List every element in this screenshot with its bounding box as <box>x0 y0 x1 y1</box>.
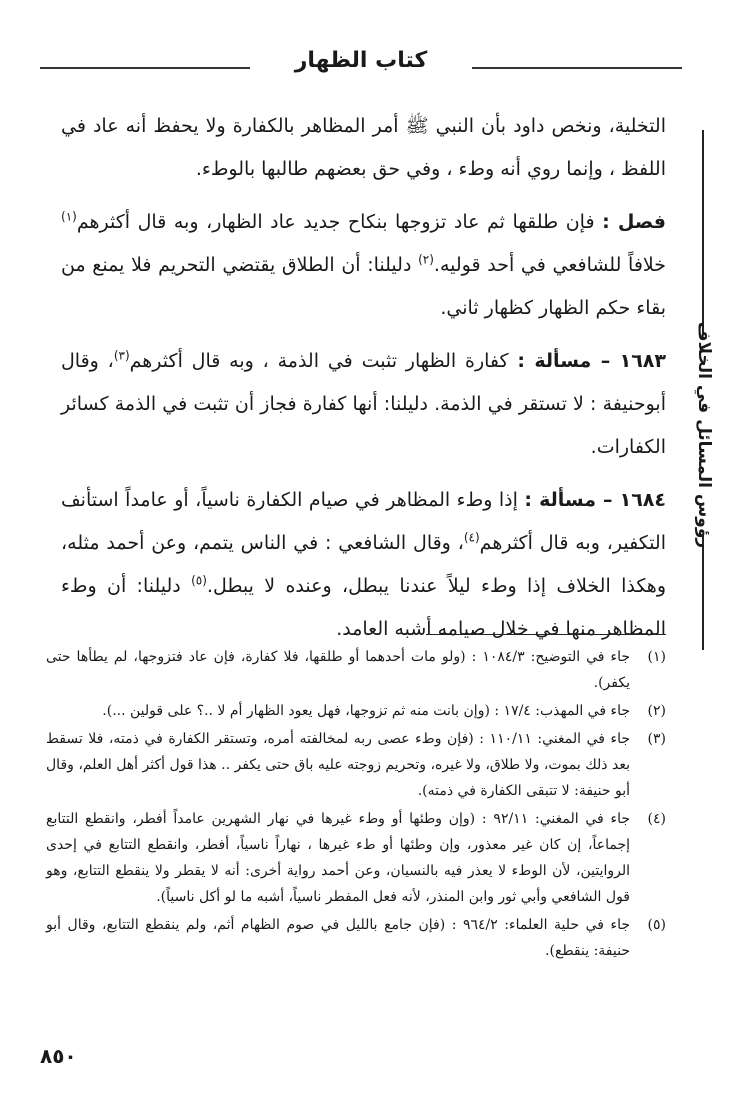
section-lead: فصل : <box>602 211 666 233</box>
footnote <box>46 806 666 910</box>
footnote <box>46 912 666 964</box>
running-header <box>40 46 682 86</box>
footnote-number: (٥) <box>647 917 666 933</box>
footnote-mark: (٢) <box>418 252 434 267</box>
issue-lead: ١٦٨٣ – مسألة : <box>517 350 666 372</box>
paragraph <box>61 105 666 191</box>
footnote-divider <box>426 634 666 635</box>
footnote-number: (٣) <box>647 731 666 747</box>
paragraph-tail: دليلنا: أن وطء المظاهر منها في خلال صيامه أشبه العامد. <box>61 575 666 640</box>
issue-lead: ١٦٨٤ – مسألة : <box>524 489 666 511</box>
paragraph <box>61 201 666 330</box>
paragraph-tail: ، وقال أبوحنيفة : لا تستقر في الذمة. دليلنا: أنها كفارة فجاز أن تثبت في الذمة كسائر الكفارات. <box>61 350 666 458</box>
paragraph-body: كفارة الظهار تثبت في الذمة ، وبه قال أكثرهم <box>129 350 518 372</box>
page-title: كتاب الظهار <box>294 48 428 73</box>
footnote-mark: (٥) <box>191 573 207 588</box>
side-rule-top <box>702 130 704 335</box>
page-number: ٨٥٠ <box>40 1044 77 1068</box>
paragraph-tail: ، وقال الشافعي : في الناس يتمم، وعن أحمد مثله، وهكذا الخلاف إذا وطء ليلاً عندنا يبطل، وعنده لا يبطل. <box>61 532 667 597</box>
footnote <box>46 698 666 724</box>
footnote-text: جاء في التوضيح: ١٠٨٤/٣ : (ولو مات أحدهما أو طلقها، فلا كفارة، فإن عاد فتزوجها، لم يطأها حتى يكفر). <box>46 649 630 691</box>
paragraph-body: إذا وطء المظاهر في صيام الكفارة ناسياً، أو عامداً استأنف التكفير، وبه قال أكثرهم <box>61 489 666 554</box>
footnote-number: (٤) <box>647 811 666 827</box>
paragraph-body: التخلية، ونخص داود بأن النبي ﷺ أمر المظاهر بالكفارة ولا يحفظ أنه عاد في اللفظ ، وإنما روي أنه وطء ، وفي حق بعضهم طالبها بالوطء. <box>61 115 666 180</box>
footnote-number: (١) <box>647 649 666 665</box>
paragraph-tail: خلافاً للشافعي في أحد قوليه. <box>433 254 666 276</box>
side-margin: رؤوس المسائل في الخلاف <box>686 130 720 650</box>
footnote-text: جاء في المهذب: ١٧/٤ : (وإن بانت منه ثم تزوجها، فهل يعود الظهار أم لا ..؟ على قولين ...). <box>102 703 630 719</box>
side-rule-bottom <box>702 535 704 650</box>
paragraph <box>61 340 666 469</box>
paragraph-body: فإن طلقها ثم عاد تزوجها بنكاح جديد عاد الظهار، وبه قال أكثرهم <box>76 211 603 233</box>
footnote-text: جاء في المغني: ٩٢/١١ : (وإن وطئها أو وطء غيرها في نهار الشهرين عامداً أفطر، وانقطع التتابع إجماعاً، إن كان غير معذور، وإن وطئها أو طء غيرها ، نهاراً ناسياً، أفطر، وانقطع التتابع في إحدى الروايتين، لأن الوطء لا يعذر فيه بالنسيان، وعن أحمد رواية أخرى: أنه لا يقطر ولا ينقطع التتابع، وهو قول الشافعي وأبي ثور وابن المنذر، لأنه فعل المفطر ناسياً، أشبه ما لو أكل ناسياً). <box>46 811 631 905</box>
footnote-mark: (٤) <box>463 530 480 545</box>
main-text <box>61 105 666 661</box>
footnote-mark: (٣) <box>113 348 130 363</box>
footnotes <box>46 644 666 966</box>
header-rule-left <box>40 67 250 69</box>
footnote <box>46 726 666 804</box>
paragraph-tail: دليلنا: أن الطلاق يقتضي التحريم فلا يمنع من بقاء حكم الظهار كظهار ثاني. <box>61 254 666 319</box>
footnote-mark: (١) <box>61 209 77 224</box>
footnote-text: جاء في المغني: ١١٠/١١ : (فإن وطء عصى ربه لمخالفته أمره، وتستقر الكفارة في ذمته، فلا تسقط بعد ذلك بموت، ولا طلاق، ولا غيره، وتحريم زوجته عليه باق حتى يكفر .. هذا قول أكثر أهل العلم، وقال أبو حنيفة: لا تتبقى الكفارة في ذمته). <box>46 731 631 799</box>
footnote-number: (٢) <box>647 703 666 719</box>
footnote <box>46 644 666 696</box>
paragraph <box>61 479 666 651</box>
footnote-text: جاء في حلية العلماء: ٩٦٤/٢ : (فإن جامع بالليل في صوم الظهام أثم، ولم ينقطع التتابع، وقال أبو حنيفة: ينقطع). <box>46 917 630 959</box>
